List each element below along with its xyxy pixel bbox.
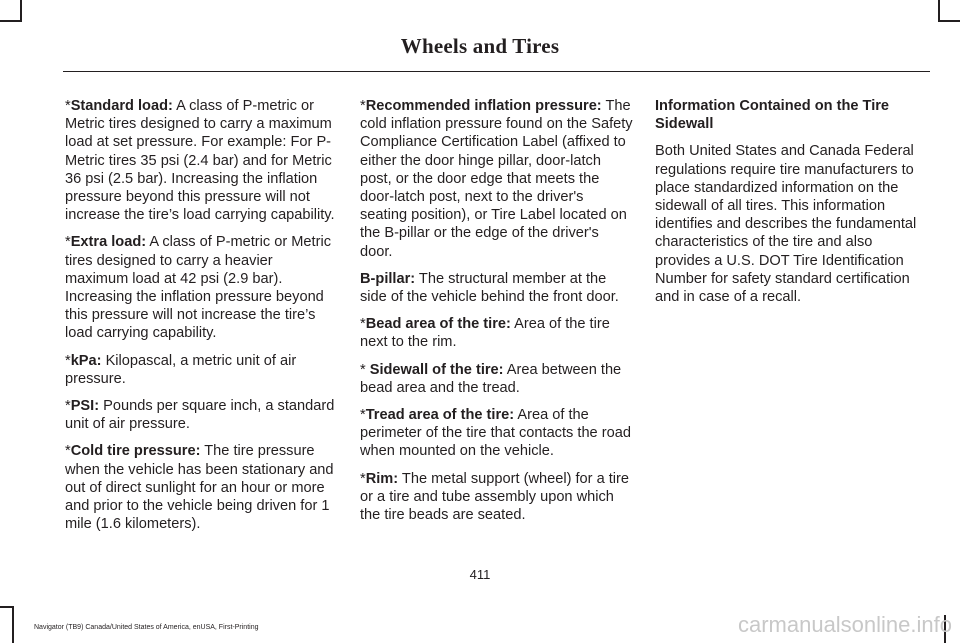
definition-text: The tire pressure when the vehicle has been stationary and out of direct sunlight for an hour or more and prior to the vehicle being driven for 1 mile (1.6 kilometers). — [65, 443, 334, 533]
definition-term: Recommended inflation pressure: — [365, 98, 602, 114]
footer-note: Navigator (TB9) Canada/United States of America, enUSA, First-Printing — [34, 624, 259, 631]
definition-term: Rim: — [365, 470, 399, 487]
definition-term: Tread area of the tire: — [365, 407, 515, 424]
definition-text: Kilopascal, a metric unit of air pressure. — [65, 352, 297, 387]
crop-mark — [938, 0, 940, 22]
definition-text: The cold inflation pressure found on the Safety Compliance Certification Label (affixed to either the door hinge pillar, door-latch post, or the door edge that meets the door-latch post, next to the driver's seating position), or Tire Label located on the B-pillar or the edge of the driver's door. — [360, 98, 633, 260]
definition-paragraph: *Cold tire pressure: The tire pressure when the vehicle has been stationary and out of direct sunlight for an hour or more and prior to the vehicle being driven for 1 mile (1.6 kilometers). — [65, 443, 334, 533]
section-body: Both United States and Canada Federal regulations require tire manufacturers to place standardized information on the sidewall of all tires. This information identifies and describes the fundamental characteristics of the tire and also provides a U.S. DOT Tire Identification Number for safety standard certification and in case of a recall. — [655, 143, 917, 306]
definition-paragraph — [360, 270, 633, 306]
column-left — [65, 97, 338, 542]
crop-mark — [938, 20, 960, 22]
definition-text: A class of P-metric or Metric tires designed to carry a maximum load at set pressure. For example: For P-Metric tires 35 psi (2.4 bar) and for Metric 36 psi (2.5 bar). Increasing the inflation pressure beyond this pressure will not increase the tire’s load carrying capability. — [65, 98, 335, 224]
page-title: Wheels and Tires — [400, 34, 560, 58]
column-middle — [360, 97, 633, 533]
definition-term: kPa: — [70, 352, 102, 369]
definition-paragraph: *PSI: Pounds per square inch, a standard unit of air pressure. — [65, 398, 335, 433]
definition-term: Sidewall of the tire: — [369, 361, 504, 378]
definition-paragraph: *Tread area of the tire: Area of the perimeter of the tire that contacts the road when mounted on the vehicle. — [360, 407, 631, 460]
definition-paragraph: *Extra load: A class of P-metric or Metric tires designed to carry a heavier maximum load at 42 psi (2.9 bar). Increasing the inflation pressure beyond this pressure will not increase the tire’s load carrying capability. — [65, 234, 332, 342]
crop-mark — [0, 20, 20, 22]
definition-text: A class of P-metric or Metric tires designed to carry a heavier maximum load at 42 psi (2.9 bar). Increasing the inflation pressure beyond this pressure will not increase the tire’s load carrying capability. — [65, 234, 332, 342]
page-number: 411 — [469, 567, 491, 582]
definition-paragraph: *Bead area of the tire: Area of the tire next to the rim. — [360, 316, 610, 351]
crop-mark — [12, 606, 14, 643]
header-divider — [63, 71, 930, 72]
definition-paragraph: * Sidewall of the tire: Area between the bead area and the tread. — [360, 361, 622, 396]
definition-text: The metal support (wheel) for a tire or a tire and tube assembly upon which the tire beads are seated. — [360, 470, 630, 524]
section-heading: Information Contained on the Tire Sidewall — [655, 98, 890, 133]
definition-paragraph: *kPa: Kilopascal, a metric unit of air pressure. — [65, 352, 297, 387]
definition-text: Area between the bead area and the tread. — [360, 361, 622, 396]
definition-paragraph: *Standard load: A class of P-metric or Metric tires designed to carry a maximum load at set pressure. For example: For P-Metric tires 35 psi (2.4 bar) and for Metric 36 psi (2.5 bar). Increasing the inflation pressure beyond this pressure will not increase the tire’s load carrying capability. — [65, 98, 335, 224]
definition-text: Area of the perimeter of the tire that contacts the road when mounted on the vehicle. — [360, 407, 631, 460]
definition-text: The structural member at the side of the vehicle behind the front door. — [360, 270, 619, 306]
definition-text: Pounds per square inch, a standard unit of air pressure. — [65, 398, 335, 433]
definition-term: Extra load: — [70, 234, 147, 251]
definition-term: Standard load: — [70, 98, 173, 114]
column-right — [655, 97, 928, 315]
definition-term: PSI: — [70, 398, 100, 415]
definition-paragraph: *Rim: The metal support (wheel) for a tire or a tire and tube assembly upon which the tire beads are seated. — [360, 470, 630, 524]
watermark: carmanualsonline.info — [737, 612, 952, 637]
definition-term: Bead area of the tire: — [365, 316, 511, 333]
definition-term: B-pillar: — [360, 270, 416, 287]
definition-text: Area of the tire next to the rim. — [360, 316, 610, 351]
crop-mark — [20, 0, 22, 22]
definition-term: Cold tire pressure: — [70, 443, 201, 460]
definition-paragraph: *Recommended inflation pressure: The cold inflation pressure found on the Safety Compliance Certification Label (affixed to either the door hinge pillar, door-latch post, or the door edge that meets the door-latch post, next to the driver's seating position), or Tire Label located on the B-pillar or the edge of the driver's door. — [360, 98, 633, 260]
